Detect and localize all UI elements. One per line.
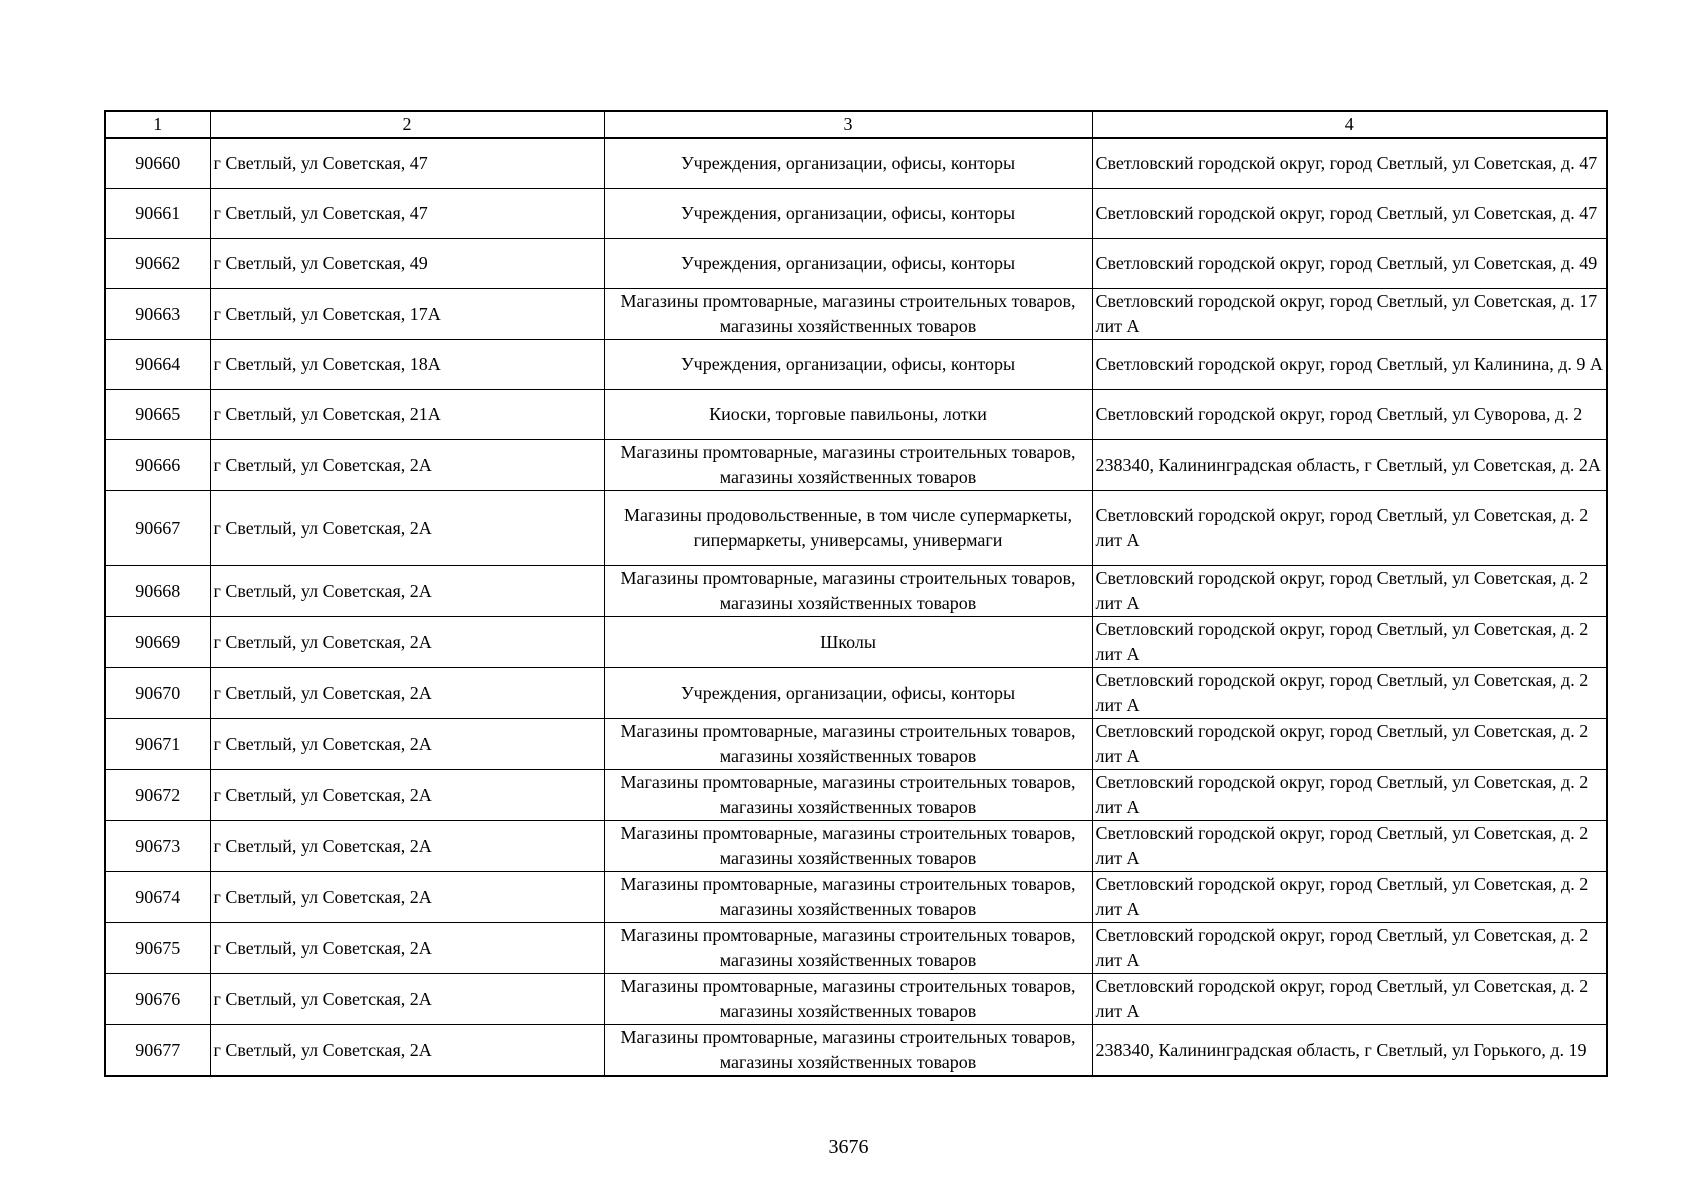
address-cell: г Светлый, ул Советская, 2А	[210, 770, 604, 821]
table-row	[105, 1025, 1607, 1077]
location-cell: Светловский городской округ, город Светлый, ул Советская, д. 2 лит А	[1092, 566, 1607, 617]
table-body	[105, 111, 1607, 1076]
location-cell: Светловский городской округ, город Светлый, ул Советская, д. 2 лит А	[1092, 719, 1607, 770]
object-type-cell: Учреждения, организации, офисы, конторы	[604, 138, 1092, 189]
row-number-cell: 90662	[105, 239, 210, 289]
location-cell: Светловский городской округ, город Светлый, ул Советская, д. 49	[1092, 239, 1607, 289]
address-cell: г Светлый, ул Советская, 2А	[210, 821, 604, 872]
row-number-cell: 90667	[105, 491, 210, 566]
table-row	[105, 719, 1607, 770]
location-cell: Светловский городской округ, город Светлый, ул Советская, д. 2 лит А	[1092, 617, 1607, 668]
address-cell: г Светлый, ул Советская, 2А	[210, 923, 604, 974]
object-type-cell: Магазины промтоварные, магазины строительных товаров, магазины хозяйственных товаров	[604, 770, 1092, 821]
object-type-cell: Киоски, торговые павильоны, лотки	[604, 390, 1092, 440]
object-type-cell: Магазины промтоварные, магазины строительных товаров, магазины хозяйственных товаров	[604, 566, 1092, 617]
address-cell: г Светлый, ул Советская, 2А	[210, 617, 604, 668]
object-type-cell: Магазины промтоварные, магазины строительных товаров, магазины хозяйственных товаров	[604, 440, 1092, 491]
page-number: 3676	[828, 1136, 869, 1158]
row-number-cell: 90660	[105, 138, 210, 189]
table-row	[105, 821, 1607, 872]
location-cell: Светловский городской округ, город Светлый, ул Советская, д. 2 лит А	[1092, 491, 1607, 566]
row-number-cell: 90677	[105, 1025, 210, 1077]
address-cell: г Светлый, ул Советская, 2А	[210, 719, 604, 770]
object-type-cell: Магазины промтоварные, магазины строительных товаров, магазины хозяйственных товаров	[604, 923, 1092, 974]
object-type-cell: Учреждения, организации, офисы, конторы	[604, 239, 1092, 289]
row-number-cell: 90665	[105, 390, 210, 440]
table-row	[105, 390, 1607, 440]
table-row	[105, 289, 1607, 340]
address-cell: г Светлый, ул Советская, 2А	[210, 872, 604, 923]
header-row	[105, 111, 1607, 138]
location-cell: Светловский городской округ, город Светлый, ул Советская, д. 2 лит А	[1092, 974, 1607, 1025]
location-cell: 238340, Калининградская область, г Светлый, ул Горького, д. 19	[1092, 1025, 1607, 1077]
table-row	[105, 491, 1607, 566]
row-number-cell: 90664	[105, 340, 210, 390]
header-col-4: 4	[1092, 111, 1607, 138]
location-cell: Светловский городской округ, город Светлый, ул Советская, д. 2 лит А	[1092, 770, 1607, 821]
table-row	[105, 138, 1607, 189]
location-cell: Светловский городской округ, город Светлый, ул Советская, д. 2 лит А	[1092, 668, 1607, 719]
table-row	[105, 923, 1607, 974]
table-row	[105, 440, 1607, 491]
row-number-cell: 90668	[105, 566, 210, 617]
row-number-cell: 90673	[105, 821, 210, 872]
object-type-cell: Магазины промтоварные, магазины строительных товаров, магазины хозяйственных товаров	[604, 1025, 1092, 1077]
location-cell: Светловский городской округ, город Светлый, ул Советская, д. 47	[1092, 189, 1607, 239]
object-type-cell: Магазины промтоварные, магазины строительных товаров, магазины хозяйственных товаров	[604, 974, 1092, 1025]
location-cell: Светловский городской округ, город Светлый, ул Советская, д. 2 лит А	[1092, 872, 1607, 923]
table-row	[105, 340, 1607, 390]
address-cell: г Светлый, ул Советская, 2А	[210, 440, 604, 491]
location-cell: Светловский городской округ, город Светлый, ул Советская, д. 17 лит А	[1092, 289, 1607, 340]
object-type-cell: Учреждения, организации, офисы, конторы	[604, 189, 1092, 239]
registry-table	[104, 110, 1608, 1077]
row-number-cell: 90671	[105, 719, 210, 770]
header-col-2: 2	[210, 111, 604, 138]
address-cell: г Светлый, ул Советская, 2А	[210, 566, 604, 617]
row-number-cell: 90661	[105, 189, 210, 239]
location-cell: Светловский городской округ, город Светлый, ул Калинина, д. 9 А	[1092, 340, 1607, 390]
table-row	[105, 770, 1607, 821]
address-cell: г Светлый, ул Советская, 21А	[210, 390, 604, 440]
location-cell: Светловский городской округ, город Светлый, ул Советская, д. 47	[1092, 138, 1607, 189]
location-cell: 238340, Калининградская область, г Светлый, ул Советская, д. 2А	[1092, 440, 1607, 491]
object-type-cell: Магазины промтоварные, магазины строительных товаров, магазины хозяйственных товаров	[604, 821, 1092, 872]
object-type-cell: Магазины промтоварные, магазины строительных товаров, магазины хозяйственных товаров	[604, 289, 1092, 340]
location-cell: Светловский городской округ, город Светлый, ул Советская, д. 2 лит А	[1092, 923, 1607, 974]
location-cell: Светловский городской округ, город Светлый, ул Советская, д. 2 лит А	[1092, 821, 1607, 872]
address-cell: г Светлый, ул Советская, 2А	[210, 974, 604, 1025]
object-type-cell: Магазины промтоварные, магазины строительных товаров, магазины хозяйственных товаров	[604, 719, 1092, 770]
address-cell: г Светлый, ул Советская, 2А	[210, 491, 604, 566]
table-row	[105, 239, 1607, 289]
row-number-cell: 90672	[105, 770, 210, 821]
row-number-cell: 90663	[105, 289, 210, 340]
row-number-cell: 90676	[105, 974, 210, 1025]
address-cell: г Светлый, ул Советская, 47	[210, 138, 604, 189]
table-row	[105, 189, 1607, 239]
table-row	[105, 617, 1607, 668]
table-row	[105, 872, 1607, 923]
object-type-cell: Магазины промтоварные, магазины строительных товаров, магазины хозяйственных товаров	[604, 872, 1092, 923]
row-number-cell: 90675	[105, 923, 210, 974]
row-number-cell: 90670	[105, 668, 210, 719]
address-cell: г Светлый, ул Советская, 18А	[210, 340, 604, 390]
address-cell: г Светлый, ул Советская, 2А	[210, 668, 604, 719]
row-number-cell: 90669	[105, 617, 210, 668]
object-type-cell: Магазины продовольственные, в том числе супермаркеты, гипермаркеты, универсамы, универмаги	[604, 491, 1092, 566]
row-number-cell: 90666	[105, 440, 210, 491]
address-cell: г Светлый, ул Советская, 49	[210, 239, 604, 289]
header-col-1: 1	[105, 111, 210, 138]
location-cell: Светловский городской округ, город Светлый, ул Суворова, д. 2	[1092, 390, 1607, 440]
address-cell: г Светлый, ул Советская, 47	[210, 189, 604, 239]
table-row	[105, 974, 1607, 1025]
object-type-cell: Учреждения, организации, офисы, конторы	[604, 668, 1092, 719]
row-number-cell: 90674	[105, 872, 210, 923]
table-row	[105, 566, 1607, 617]
object-type-cell: Учреждения, организации, офисы, конторы	[604, 340, 1092, 390]
object-type-cell: Школы	[604, 617, 1092, 668]
address-cell: г Светлый, ул Советская, 17А	[210, 289, 604, 340]
table-row	[105, 668, 1607, 719]
address-cell: г Светлый, ул Советская, 2А	[210, 1025, 604, 1077]
header-col-3: 3	[604, 111, 1092, 138]
